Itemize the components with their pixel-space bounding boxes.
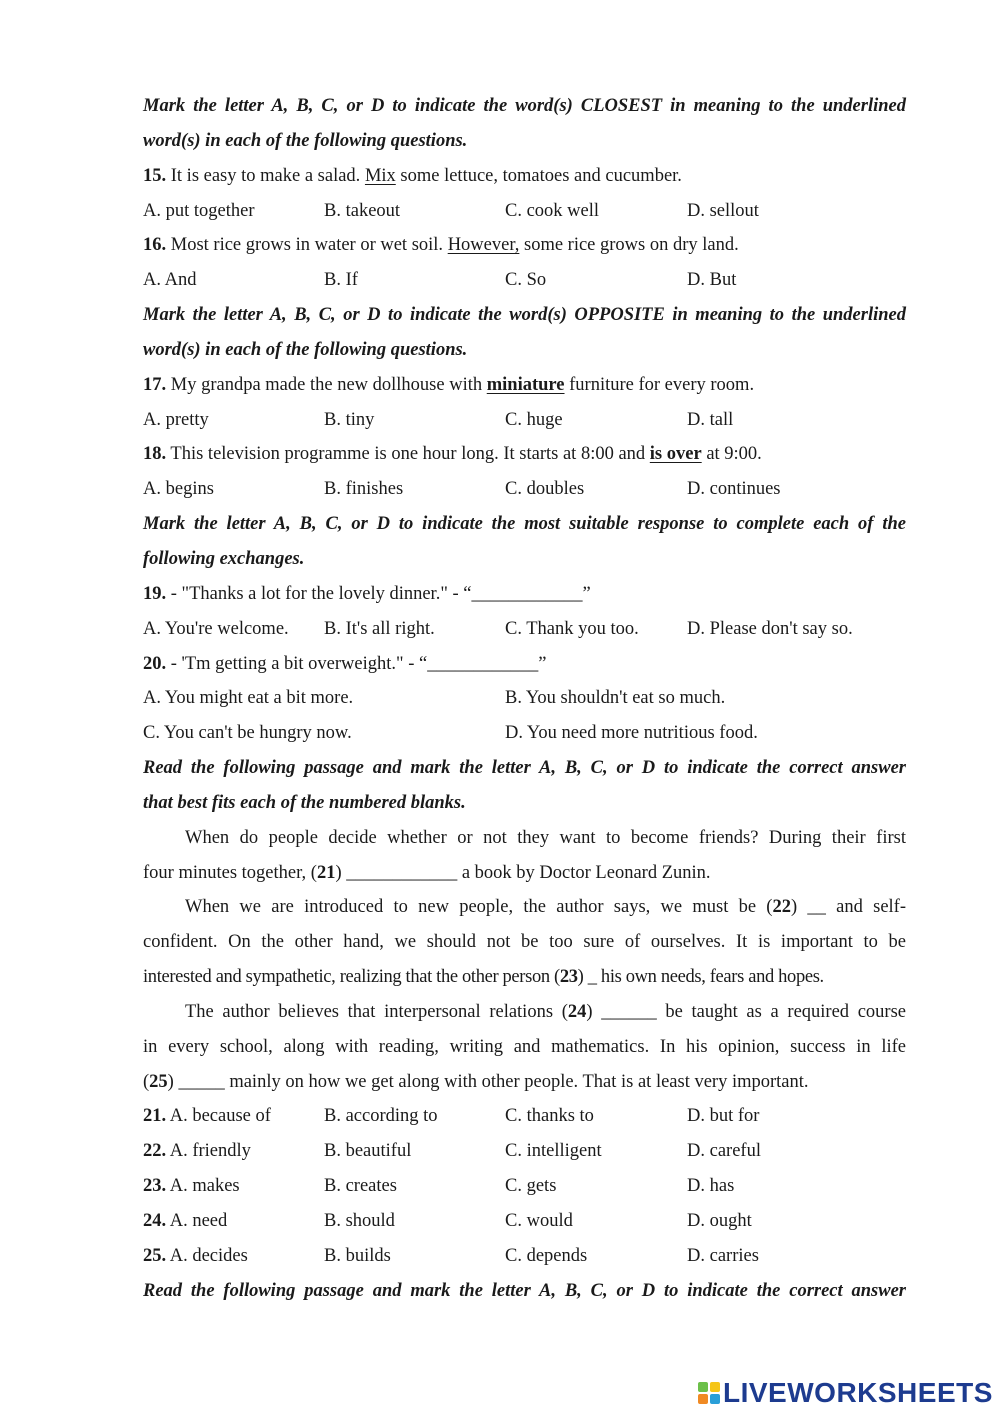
passage-text: The author believes that interpersonal relations ( — [185, 1001, 568, 1022]
brand-name: LIVEWORKSHEETS — [723, 1377, 993, 1408]
option-text: A. makes — [166, 1176, 240, 1197]
options-18 — [143, 472, 906, 507]
option-a[interactable]: A. You might eat a bit more. — [143, 688, 354, 709]
option-b[interactable]: B. beautiful — [324, 1141, 412, 1162]
option-a[interactable]: A. begins — [143, 479, 214, 500]
option-c[interactable]: C. So — [505, 270, 547, 291]
passage-text: ) _ his own needs, fears and hopes. — [577, 967, 824, 988]
question-text: - "Thanks a lot for the lovely dinner." - “____________” — [166, 583, 591, 604]
options-20-row-2 — [143, 716, 906, 751]
option-d[interactable]: D. Please don't say so. — [687, 618, 853, 639]
question-number: 24. — [143, 1211, 167, 1231]
option-b[interactable]: B. You shouldn't eat so much. — [505, 688, 726, 709]
blank-number: 25 — [149, 1071, 168, 1092]
blank-number: 21 — [316, 862, 336, 883]
option-c[interactable]: C. thanks to — [505, 1106, 594, 1127]
passage-text: ) _____ mainly on how we get along with other people. That is at least very important. — [167, 1071, 809, 1092]
option-c[interactable]: C. would — [505, 1211, 573, 1231]
passage-text: ) __ and self- — [790, 897, 907, 918]
liveworksheets-logo[interactable] — [698, 1375, 993, 1411]
option-d[interactable]: D. sellout — [687, 200, 759, 221]
question-number: 22. — [143, 1141, 167, 1162]
question-text: some rice grows on dry land. — [519, 235, 739, 256]
answer-row-23 — [143, 1169, 906, 1204]
option-d[interactable]: D. tall — [687, 409, 734, 430]
logo-square-yellow — [710, 1382, 720, 1392]
blank-number: 23 — [559, 967, 578, 988]
option-c[interactable]: C. Thank you too. — [505, 618, 639, 639]
question-number: 20. — [143, 653, 167, 674]
option-d[interactable]: D. You need more nutritious food. — [505, 723, 758, 744]
passage-p2-line-2: confident. On the other hand, we should not be too sure of ourselves. It is important to be — [143, 932, 906, 953]
option-c[interactable]: C. gets — [505, 1176, 557, 1197]
option-b[interactable]: B. If — [324, 270, 358, 291]
passage-p1-line-1: When do people decide whether or not they want to become friends? During their first — [185, 827, 906, 848]
passage-p1-line-2 — [143, 856, 906, 891]
instruction-response-line-1: Mark the letter A, B, C, or D to indicate the most suitable response to complete each of the — [143, 514, 906, 535]
option-a[interactable]: A. And — [143, 270, 197, 291]
instruction-opposite-line-1: Mark the letter A, B, C, or D to indicate the word(s) OPPOSITE in meaning to the underlined — [143, 305, 906, 326]
option-b[interactable]: B. tiny — [324, 409, 375, 430]
passage-p3-line-1 — [143, 995, 906, 1030]
option-c[interactable]: C. doubles — [505, 479, 585, 500]
question-text: - 'Tm getting a bit overweight." - “____________” — [166, 653, 547, 674]
question-20 — [143, 647, 906, 682]
option-a[interactable] — [143, 1134, 251, 1169]
logo-square-orange — [698, 1394, 708, 1404]
underlined-word: miniature — [486, 374, 565, 395]
option-c[interactable]: C. depends — [505, 1245, 588, 1266]
question-number: 16. — [143, 235, 167, 256]
option-a[interactable]: A. You're welcome. — [143, 618, 289, 639]
question-18 — [143, 437, 906, 472]
question-17 — [143, 368, 906, 403]
question-text: Most rice grows in water or wet soil. — [166, 235, 448, 256]
logo-square-green — [698, 1382, 708, 1392]
question-text: some lettuce, tomatoes and cucumber. — [395, 165, 682, 186]
worksheet-page — [143, 89, 906, 1309]
option-d[interactable]: D. careful — [687, 1141, 761, 1162]
question-text: It is easy to make a salad. — [166, 165, 365, 186]
option-d[interactable]: D. has — [687, 1176, 735, 1197]
passage-text: four minutes together, ( — [143, 862, 317, 883]
option-text: A. because of — [166, 1106, 271, 1127]
option-a[interactable] — [143, 1169, 240, 1204]
passage-p3-line-3 — [143, 1065, 906, 1100]
option-d[interactable]: D. carries — [687, 1245, 759, 1266]
options-17 — [143, 403, 906, 438]
option-d[interactable]: D. but for — [687, 1106, 760, 1127]
logo-square-blue — [710, 1394, 720, 1404]
blank-number: 24 — [567, 1001, 587, 1022]
instruction-response-line-2: following exchanges. — [143, 548, 305, 569]
passage-text: ) ______ be taught as a required course — [586, 1001, 906, 1022]
instruction-passage-line-1: Read the following passage and mark the letter A, B, C, or D to indicate the correct answer — [143, 758, 906, 779]
question-text: This television programme is one hour long. It starts at 8:00 and — [166, 444, 650, 465]
instruction-passage-2-line-1: Read the following passage and mark the letter A, B, C, or D to indicate the correct answer — [143, 1280, 906, 1301]
question-number: 25. — [143, 1245, 167, 1266]
question-19 — [143, 577, 906, 612]
question-16 — [143, 228, 906, 263]
option-a[interactable]: A. pretty — [143, 409, 209, 430]
option-b[interactable]: B. should — [324, 1211, 395, 1231]
option-b[interactable]: B. It's all right. — [324, 618, 435, 639]
instruction-closest-line-2: word(s) in each of the following questions. — [143, 130, 468, 151]
option-c[interactable]: C. huge — [505, 409, 563, 430]
passage-text: When we are introduced to new people, the author says, we must be ( — [185, 897, 773, 918]
answer-row-22 — [143, 1134, 906, 1169]
option-d[interactable]: D. ought — [687, 1211, 752, 1231]
question-number: 23. — [143, 1176, 167, 1197]
option-a[interactable] — [143, 1204, 227, 1239]
underlined-word: is over — [649, 444, 702, 465]
question-text: My grandpa made the new dollhouse with — [166, 374, 487, 395]
option-d[interactable]: D. But — [687, 270, 737, 291]
answer-row-24 — [143, 1204, 906, 1239]
question-15 — [143, 159, 906, 194]
question-number: 19. — [143, 583, 167, 604]
option-d[interactable]: D. continues — [687, 479, 781, 500]
instruction-passage-line-2: that best fits each of the numbered blanks. — [143, 792, 466, 813]
option-b[interactable]: B. creates — [324, 1176, 397, 1197]
option-b[interactable]: B. finishes — [324, 479, 404, 500]
option-text: A. friendly — [166, 1141, 251, 1162]
blank-number: 22 — [772, 897, 791, 918]
option-c[interactable]: C. intelligent — [505, 1141, 602, 1162]
option-b[interactable]: B. according to — [324, 1106, 438, 1127]
question-text: furniture for every room. — [564, 374, 755, 395]
answer-row-21 — [143, 1099, 906, 1134]
liveworksheets-logo-icon — [698, 1382, 720, 1404]
option-a[interactable]: A. put together — [143, 200, 255, 221]
option-c[interactable]: C. You can't be hungry now. — [143, 723, 352, 744]
option-c[interactable]: C. cook well — [505, 200, 600, 221]
question-number: 15. — [143, 165, 167, 186]
options-15 — [143, 194, 906, 229]
option-text: A. decides — [166, 1245, 248, 1266]
passage-text: interested and sympathetic, realizing that the other person ( — [143, 967, 560, 988]
option-a[interactable] — [143, 1099, 271, 1134]
passage-p3-line-2: in every school, along with reading, writing and mathematics. In his opinion, success in life — [143, 1036, 906, 1057]
question-number: 21. — [143, 1106, 167, 1127]
question-number: 17. — [143, 374, 167, 395]
options-20-row-1 — [143, 681, 906, 716]
instruction-opposite-line-2: word(s) in each of the following questions. — [143, 339, 468, 360]
underlined-word: However, — [447, 235, 520, 256]
option-b[interactable]: B. takeout — [324, 200, 401, 221]
question-number: 18. — [143, 444, 167, 465]
answer-row-25 — [143, 1239, 906, 1274]
option-text: A. need — [166, 1211, 228, 1231]
option-a[interactable] — [143, 1239, 248, 1274]
instruction-closest-line-1: Mark the letter A, B, C, or D to indicate the word(s) CLOSEST in meaning to the underlined — [143, 96, 906, 116]
passage-p2-line-3 — [143, 960, 906, 995]
options-19 — [143, 612, 906, 647]
underlined-word: Mix — [364, 165, 396, 186]
question-text: at 9:00. — [701, 444, 762, 465]
options-16 — [143, 263, 906, 298]
passage-text: ) ____________ a book by Doctor Leonard Zunin. — [335, 862, 711, 883]
passage-text: ( — [143, 1071, 150, 1092]
passage-p2-line-1 — [143, 890, 906, 925]
option-b[interactable]: B. builds — [324, 1245, 391, 1266]
